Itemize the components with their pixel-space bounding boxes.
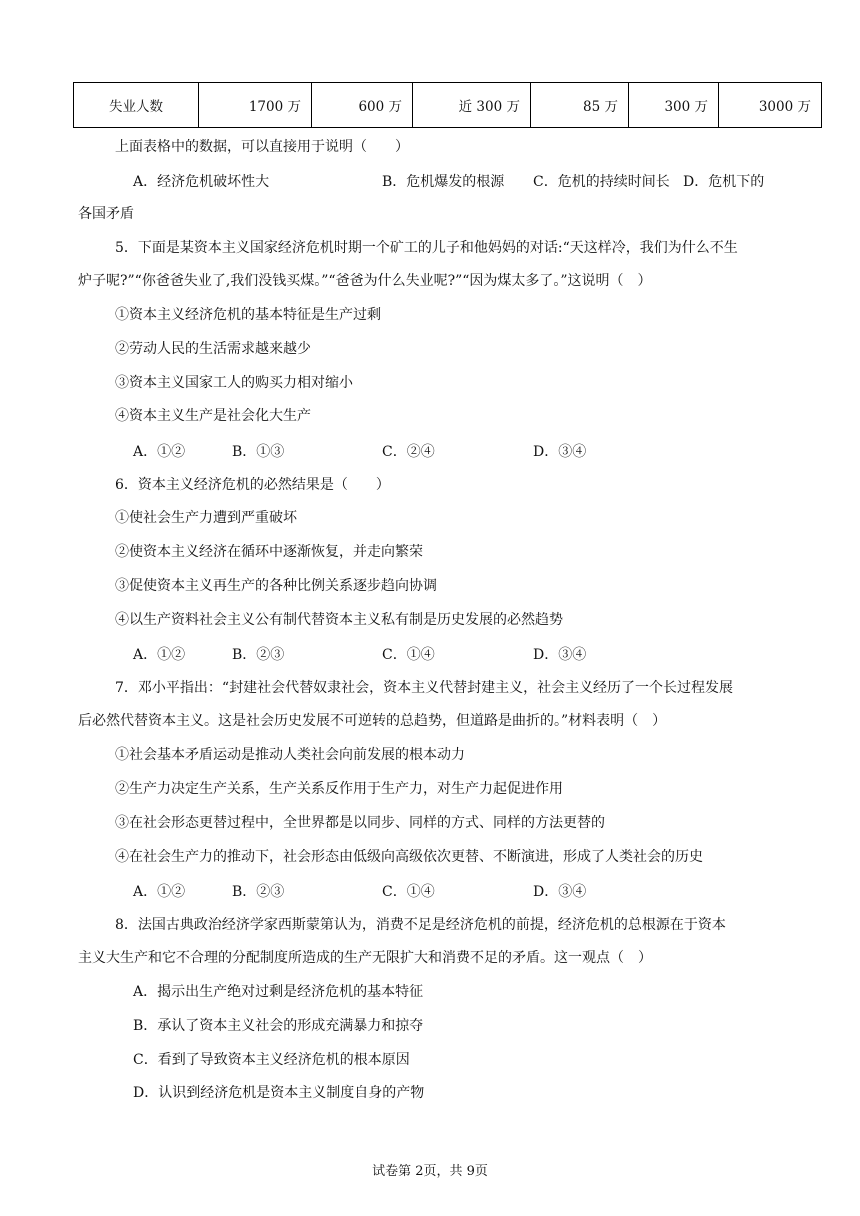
q6-statement-2: ②使资本主义经济在循环中逐渐恢复，并走向繁荣 bbox=[115, 544, 423, 560]
q7-option-b[interactable]: B．②③ bbox=[232, 884, 285, 900]
table-row bbox=[74, 83, 822, 128]
q5-statement-2: ②劳动人民的生活需求越来越少 bbox=[115, 341, 311, 357]
q8-option-d[interactable]: D．认识到经济危机是资本主义制度自身的产物 bbox=[133, 1085, 425, 1101]
q5-option-c[interactable]: C．②④ bbox=[382, 444, 435, 460]
q4-option-d[interactable]: D．危机下的 bbox=[683, 174, 765, 190]
q6-statement-1: ①使社会生产力遭到严重破坏 bbox=[115, 510, 297, 526]
q6-statement-3: ③促使资本主义再生产的各种比例关系逐步趋向协调 bbox=[115, 578, 437, 594]
q6-option-d[interactable]: D．③④ bbox=[533, 647, 587, 663]
unemployment-table bbox=[73, 82, 822, 128]
q7-statement-2: ②生产力决定生产关系，生产关系反作用于生产力，对生产力起促进作用 bbox=[115, 781, 563, 797]
q5-stem-line1: 5．下面是某资本主义国家经济危机时期一个矿工的儿子和他妈妈的对话:“天这样冷，我们为什么不生 bbox=[115, 240, 738, 256]
q5-option-a[interactable]: A．①② bbox=[133, 444, 186, 460]
table-cell: 失业人数 bbox=[74, 83, 199, 128]
table-cell: 近 300 万 bbox=[413, 83, 531, 128]
q6-stem: 6．资本主义经济危机的必然结果是（ ） bbox=[115, 477, 390, 493]
q5-statement-3: ③资本主义国家工人的购买力相对缩小 bbox=[115, 375, 353, 391]
q8-option-c[interactable]: C．看到了导致资本主义经济危机的根本原因 bbox=[133, 1052, 410, 1068]
table-cell: 600 万 bbox=[312, 83, 413, 128]
table-cell: 300 万 bbox=[629, 83, 719, 128]
q5-option-d[interactable]: D．③④ bbox=[533, 444, 587, 460]
q4-stem: 上面表格中的数据，可以直接用于说明（ ） bbox=[115, 139, 409, 155]
q6-option-b[interactable]: B．②③ bbox=[232, 647, 285, 663]
q7-statement-3: ③在社会形态更替过程中，全世界都是以同步、同样的方式、同样的方法更替的 bbox=[115, 815, 605, 831]
q7-option-d[interactable]: D．③④ bbox=[533, 884, 587, 900]
q5-option-b[interactable]: B．①③ bbox=[232, 444, 285, 460]
q6-statement-4: ④以生产资料社会主义公有制代替资本主义私有制是历史发展的必然趋势 bbox=[115, 612, 563, 628]
q4-option-c[interactable]: C．危机的持续时间长 bbox=[533, 174, 670, 190]
q5-stem-line2: 炉子呢?”“你爸爸失业了,我们没钱买煤。”“爸爸为什么失业呢?”“因为煤太多了。”这说明（ ） bbox=[78, 273, 652, 289]
q8-stem-line1: 8．法国古典政治经济学家西斯蒙第认为，消费不足是经济危机的前提，经济危机的总根源在于资本 bbox=[115, 917, 726, 933]
q8-stem-line2: 主义大生产和它不合理的分配制度所造成的生产无限扩大和消费不足的矛盾。这一观点（ ） bbox=[78, 950, 652, 966]
table-cell: 1700 万 bbox=[199, 83, 312, 128]
q7-stem-line1: 7．邓小平指出：“封建社会代替奴隶社会，资本主义代替封建主义，社会主义经历了一个长过程发展 bbox=[115, 680, 734, 696]
q5-statement-4: ④资本主义生产是社会化大生产 bbox=[115, 408, 311, 424]
q7-option-c[interactable]: C．①④ bbox=[382, 884, 435, 900]
q7-option-a[interactable]: A．①② bbox=[133, 884, 186, 900]
q6-option-c[interactable]: C．①④ bbox=[382, 647, 435, 663]
table-cell: 3000 万 bbox=[719, 83, 822, 128]
q7-statement-1: ①社会基本矛盾运动是推动人类社会向前发展的根本动力 bbox=[115, 747, 465, 763]
table-cell: 85 万 bbox=[531, 83, 629, 128]
q7-statement-4: ④在社会生产力的推动下，社会形态由低级向高级依次更替、不断演进，形成了人类社会的历史 bbox=[115, 849, 703, 865]
q4-option-d-continued: 各国矛盾 bbox=[78, 206, 134, 222]
q8-option-b[interactable]: B．承认了资本主义社会的形成充满暴力和掠夺 bbox=[133, 1018, 424, 1034]
q6-option-a[interactable]: A．①② bbox=[133, 647, 186, 663]
q4-option-b[interactable]: B．危机爆发的根源 bbox=[382, 174, 505, 190]
page-footer: 试卷第 2页，共 9页 bbox=[372, 1164, 488, 1179]
q7-stem-line2: 后必然代替资本主义。这是社会历史发展不可逆转的总趋势，但道路是曲折的。”材料表明（ ） bbox=[78, 713, 667, 729]
q8-option-a[interactable]: A．揭示出生产绝对过剩是经济危机的基本特征 bbox=[133, 984, 424, 1000]
q5-statement-1: ①资本主义经济危机的基本特征是生产过剩 bbox=[115, 307, 381, 323]
q4-option-a[interactable]: A．经济危机破坏性大 bbox=[133, 174, 270, 190]
